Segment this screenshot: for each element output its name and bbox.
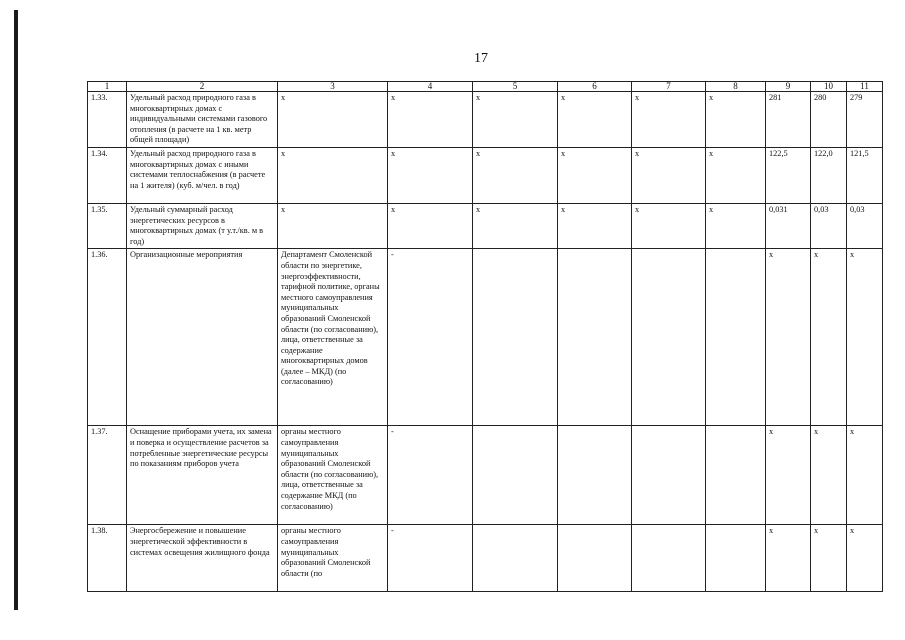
page-number: 17 xyxy=(474,51,488,66)
column-header: 7 xyxy=(632,82,706,92)
cell-col7: х xyxy=(632,203,706,248)
row-name: Организационные мероприятия xyxy=(127,249,278,426)
cell-col8 xyxy=(706,249,766,426)
table-row xyxy=(88,426,883,525)
row-number: 1.37. xyxy=(88,426,127,525)
cell-col4: - xyxy=(388,249,473,426)
table-row xyxy=(88,147,883,203)
cell-col8: х xyxy=(706,203,766,248)
row-number: 1.34. xyxy=(88,147,127,203)
cell-col11: 279 xyxy=(847,92,883,148)
cell-col7: х xyxy=(632,92,706,148)
row-responsible: Департамент Смоленской области по энергетике, энергоэффективности, тарифной политике, органы местного самоуправления муниципальных образований Смоленской области (по согласованию), лица, ответственные за содержание многоквартирных домов (далее – МКД) (по согласованию) xyxy=(278,249,388,426)
column-header: 1 xyxy=(88,82,127,92)
column-header: 6 xyxy=(558,82,632,92)
cell-col4: х xyxy=(388,147,473,203)
column-header: 2 xyxy=(127,82,278,92)
cell-col6 xyxy=(558,525,632,592)
cell-col9: 281 xyxy=(766,92,811,148)
column-header: 10 xyxy=(811,82,847,92)
header-row xyxy=(88,82,883,92)
cell-col10: 0,03 xyxy=(811,203,847,248)
row-number: 1.38. xyxy=(88,525,127,592)
cell-col9: 122,5 xyxy=(766,147,811,203)
cell-col6: х xyxy=(558,203,632,248)
cell-col6 xyxy=(558,249,632,426)
cell-col9: х xyxy=(766,249,811,426)
cell-col9: х xyxy=(766,525,811,592)
row-responsible: х xyxy=(278,203,388,248)
cell-col7 xyxy=(632,426,706,525)
cell-col8 xyxy=(706,426,766,525)
row-number: 1.35. xyxy=(88,203,127,248)
column-header: 9 xyxy=(766,82,811,92)
cell-col5 xyxy=(473,525,558,592)
table-row xyxy=(88,92,883,148)
cell-col9: х xyxy=(766,426,811,525)
cell-col4: х xyxy=(388,203,473,248)
column-header: 4 xyxy=(388,82,473,92)
cell-col6 xyxy=(558,426,632,525)
cell-col11: х xyxy=(847,249,883,426)
cell-col5: х xyxy=(473,147,558,203)
column-header: 11 xyxy=(847,82,883,92)
cell-col6: х xyxy=(558,92,632,148)
cell-col4: - xyxy=(388,426,473,525)
cell-col11: 121,5 xyxy=(847,147,883,203)
row-number: 1.33. xyxy=(88,92,127,148)
cell-col4: х xyxy=(388,92,473,148)
cell-col5: х xyxy=(473,203,558,248)
row-name: Энергосбережение и повышение энергетической эффективности в системах освещения жилищного фонда xyxy=(127,525,278,592)
cell-col8: х xyxy=(706,92,766,148)
cell-col8: х xyxy=(706,147,766,203)
row-responsible: х xyxy=(278,147,388,203)
cell-col5 xyxy=(473,426,558,525)
row-name: Оснащение приборами учета, их замена и поверка и осуществление расчетов за потребленные энергетические ресурсы по показаниям приборов учета xyxy=(127,426,278,525)
row-name: Удельный суммарный расход энергетических ресурсов в многоквартирных домах (т у.т./кв. м в год) xyxy=(127,203,278,248)
cell-col10: х xyxy=(811,249,847,426)
cell-col10: х xyxy=(811,525,847,592)
cell-col9: 0,031 xyxy=(766,203,811,248)
table-row xyxy=(88,203,883,248)
column-header: 3 xyxy=(278,82,388,92)
cell-col11: 0,03 xyxy=(847,203,883,248)
row-responsible: х xyxy=(278,92,388,148)
cell-col11: х xyxy=(847,525,883,592)
cell-col10: 122,0 xyxy=(811,147,847,203)
row-responsible: органы местного самоуправления муниципальных образований Смоленской области (по согласованию), лица, ответственные за содержание МКД (по согласованию) xyxy=(278,426,388,525)
cell-col6: х xyxy=(558,147,632,203)
page-edge-bar xyxy=(14,10,18,610)
cell-col5: х xyxy=(473,92,558,148)
column-header: 8 xyxy=(706,82,766,92)
row-name: Удельный расход природного газа в многоквартирных домах с иными системами теплоснабжения (в расчете на 1 жителя) (куб. м/чел. в год) xyxy=(127,147,278,203)
table-row xyxy=(88,249,883,426)
cell-col8 xyxy=(706,525,766,592)
measures-table xyxy=(87,81,883,592)
row-name: Удельный расход природного газа в многоквартирных домах с индивидуальными системами газового отопления (в расчете на 1 кв. метр общей площади) xyxy=(127,92,278,148)
cell-col7 xyxy=(632,249,706,426)
row-responsible: органы местного самоуправления муниципальных образований Смоленской области (по xyxy=(278,525,388,592)
table-row xyxy=(88,525,883,592)
cell-col11: х xyxy=(847,426,883,525)
column-header: 5 xyxy=(473,82,558,92)
cell-col7 xyxy=(632,525,706,592)
cell-col7: х xyxy=(632,147,706,203)
cell-col10: х xyxy=(811,426,847,525)
cell-col5 xyxy=(473,249,558,426)
row-number: 1.36. xyxy=(88,249,127,426)
cell-col4: - xyxy=(388,525,473,592)
cell-col10: 280 xyxy=(811,92,847,148)
